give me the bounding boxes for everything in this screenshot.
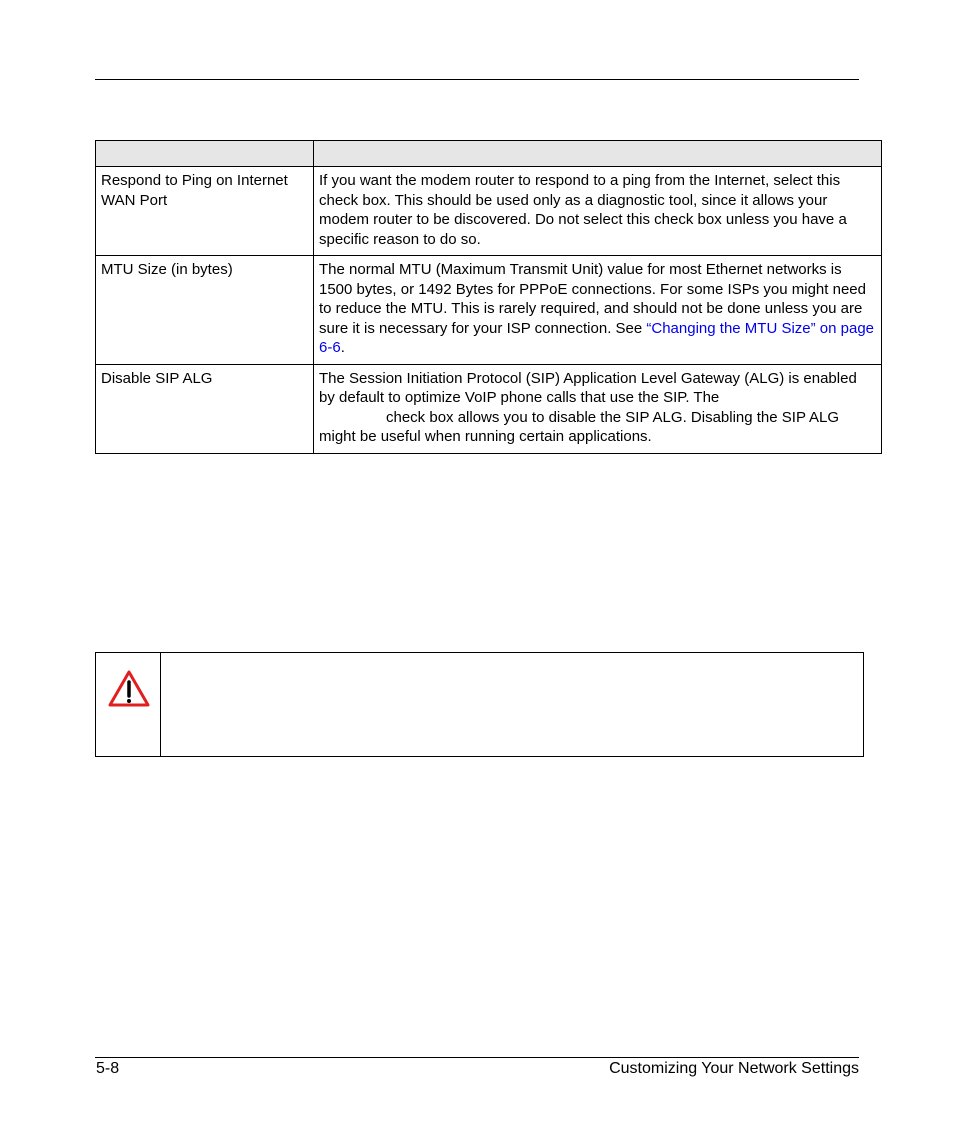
page-number: 5-8 (96, 1060, 120, 1077)
table-header-description (314, 141, 882, 167)
sip-description-text: The Session Initiation Protocol (SIP) Application Level Gateway (ALG) is enabled by default to optimize VoIP phone calls that use the SIP. The (319, 369, 857, 406)
caution-icon-cell (96, 653, 161, 756)
wan-settings-table (95, 140, 882, 454)
setting-cell-respond-to-ping: Respond to Ping on Internet WAN Port (96, 167, 314, 256)
description-cell-respond-to-ping: If you want the modem router to respond to a ping from the Internet, select this check box. This should be used only as a diagnostic tool, since it allows your modem router to be discovered. Do not select this check box unless you have a specific reason to do so. (314, 167, 882, 256)
changing-mtu-size-link[interactable]: “Changing the MTU Size” on page 6-6 (319, 319, 875, 356)
mtu-description-text: The normal MTU (Maximum Transmit Unit) value for most Ethernet networks is 1500 bytes, or 1492 Bytes for PPPoE connections. For some ISPs you might need to reduce the MTU. This is rarely required, and should not be done unless you are sure it is necessary for your ISP connection. See (319, 261, 866, 337)
setting-cell-disable-sip-alg: Disable SIP ALG (96, 364, 314, 453)
table-header-setting (96, 141, 314, 167)
table-row (96, 364, 882, 453)
footer-rule (95, 1057, 859, 1058)
description-cell-mtu-size (314, 256, 882, 365)
description-cell-disable-sip-alg (314, 364, 882, 453)
warning-triangle-icon (107, 669, 151, 709)
table-row (96, 167, 882, 256)
sip-description-continuation: check box allows you to disable the SIP ALG. Disabling the SIP ALG might be useful when running certain applications. (319, 408, 840, 445)
table-header-row (96, 141, 882, 167)
caution-note-box (95, 652, 864, 757)
header-rule (95, 79, 859, 80)
table-row (96, 256, 882, 365)
chapter-title: Customizing Your Network Settings (609, 1060, 859, 1077)
mtu-description-end: . (340, 339, 345, 356)
setting-cell-mtu-size: MTU Size (in bytes) (96, 256, 314, 365)
